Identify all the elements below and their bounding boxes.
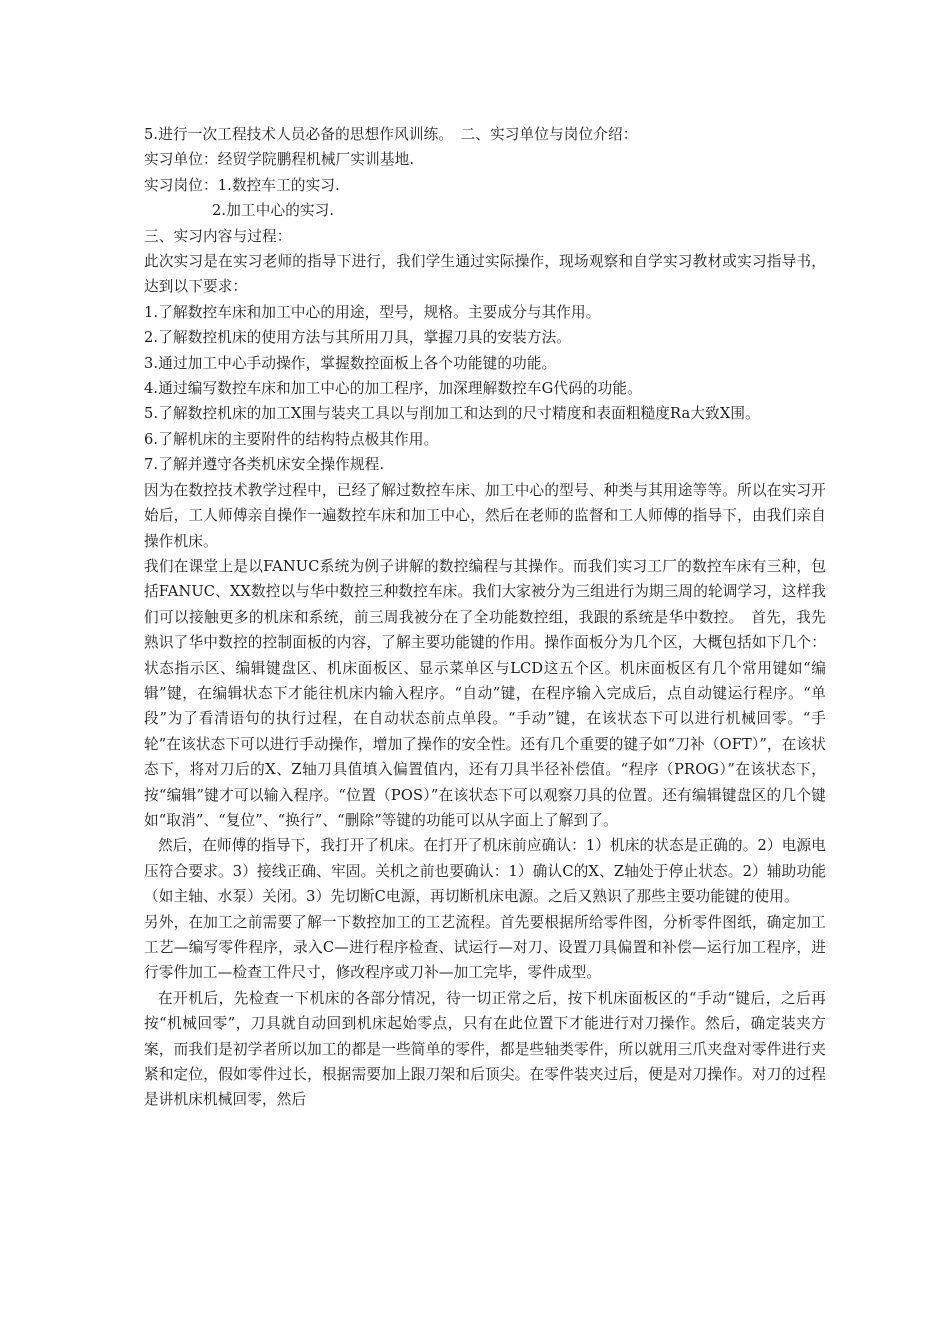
list-item-4: 4.通过编写数控车床和加工中心的加工程序，加深理解数控车G代码的功能。 xyxy=(144,380,642,398)
list-item-5: 5.了解数控机床的加工X围与装夹工具以与削加工和达到的尺寸精度和表面粗糙度Ra大致X围。 xyxy=(144,405,760,423)
para-control-panel: 我们在课堂上是以FANUC系统为例子讲解的数控编程与其操作。而我们实习工厂的数控车床有三种，包括FANUC、XX数控以与华中数控三种数控车床。我们大家被分为三组进行为期三周的轮调学习，这样我们可以接触更多的机床和系统，前三周我被分在了全功能数控组，我跟的系统是华中数控。 首先，我先熟识了华中数控的控制面板的内容，了解主要功能键的作用。操作面板分为几个区，大概包括如下几个：状态指示区、编辑键盘区、机床面板区、显示菜单区与LCD这五个区。机床面板区有几个常用键如“编辑”键，在编辑状态下才能往机床内输入程序。“自动”键，在程序输入完成后，点自动键运行程序。“单段”为了看清语句的执行过程，在自动状态前点单段。“手动”键，在该状态下可以进行机械回零。“手轮”在该状态下可以进行手动操作，增加了操作的安全性。还有几个重要的键子如“刀补（OFT）”，在该状态下，将对刀后的X、Z轴刀具值填入偏置值内，还有刀具半径补偿值。“程序（PROG）”在该状态下，按“编辑”键才可以输入程序。“位置（POS）”在该状态下可以观察刀具的位置。还有编辑键盘区的几个键如“取消”、“复位”、“换行”、“删除”等键的功能可以从字面上了解到了。 xyxy=(144,557,826,829)
para-startup: 然后，在师傅的指导下，我打开了机床。在打开了机床前应确认：1）机床的状态是正确的。2）电源电压符合要求。3）接线正确、牢固。关机之前也要确认：1）确认C的X、Z轴处于停止状态。2）辅助功能（如主轴、水泵）关闭。3）先切断C电源，再切断机床电源。之后又熟识了那些主要功能键的使用。 xyxy=(144,837,826,906)
para-tool-setting: 在开机后，先检查一下机床的各部分情况，待一切正常之后，按下机床面板区的“手动“键后，之后再按“机械回零”，刀具就自动回到机床起始零点，只有在此位置下才能进行对刀操作。然后，确定装夹方案，而我们是初学者所以加工的都是一些简单的零件，都是些轴类零件，所以就用三爪夹盘对零件进行夹紧和定位，假如零件过长，根据需要加上跟刀架和后顶尖。在零件装夹过后，便是对刀操作。对刀的过程是讲机床机械回零，然后 xyxy=(144,989,826,1109)
list-item-2: 2.了解数控机床的使用方法与其所用刀具，掌握刀具的安装方法。 xyxy=(144,329,572,347)
section-heading-content: 三、实习内容与过程： xyxy=(144,227,292,245)
para-position-2: 2.加工中心的实习. xyxy=(212,202,335,220)
list-item-3: 3.通过加工中心手动操作，掌握数控面板上各个功能键的功能。 xyxy=(144,354,557,372)
list-item-7: 7.了解并遵守各类机床安全操作规程. xyxy=(144,456,385,474)
para-process-flow: 另外，在加工之前需要了解一下数控加工的工艺流程。首先要根据所给零件图，分析零件图纸，确定加工工艺—编写零件程序，录入C—进行程序检查、试运行—对刀、设置刀具偏置和补偿—运行加工程序，进行零件加工—检查工件尺寸，修改程序或刀补—加工完毕，零件成型。 xyxy=(144,913,826,982)
para-unit: 实习单位：经贸学院鹏程机械厂实训基地. xyxy=(144,151,415,169)
para-intro: 此次实习是在实习老师的指导下进行，我们学生通过实际操作，现场观察和自学实习教材或实习指导书，达到以下要求： xyxy=(144,253,826,296)
para-background: 因为在数控技术教学过程中，已经了解过数控车床、加工中心的型号、种类与其用途等等。所以在实习开始后，工人师傅亲自操作一遍数控车床和加工中心，然后在老师的监督和工人师傅的指导下，由我们亲自操作机床。 xyxy=(144,481,826,550)
list-item-6: 6.了解机床的主要附件的结构特点极其作用。 xyxy=(144,430,439,448)
para-position-1: 实习岗位：1.数控车工的实习. xyxy=(144,176,340,194)
para-objective-5: 5.进行一次工程技术人员必备的思想作风训练。 二、实习单位与岗位介绍： xyxy=(144,126,638,143)
document-page xyxy=(144,122,826,1113)
list-item-1: 1.了解数控车床和加工中心的用途，型号，规格。主要成分与其作用。 xyxy=(144,303,601,321)
